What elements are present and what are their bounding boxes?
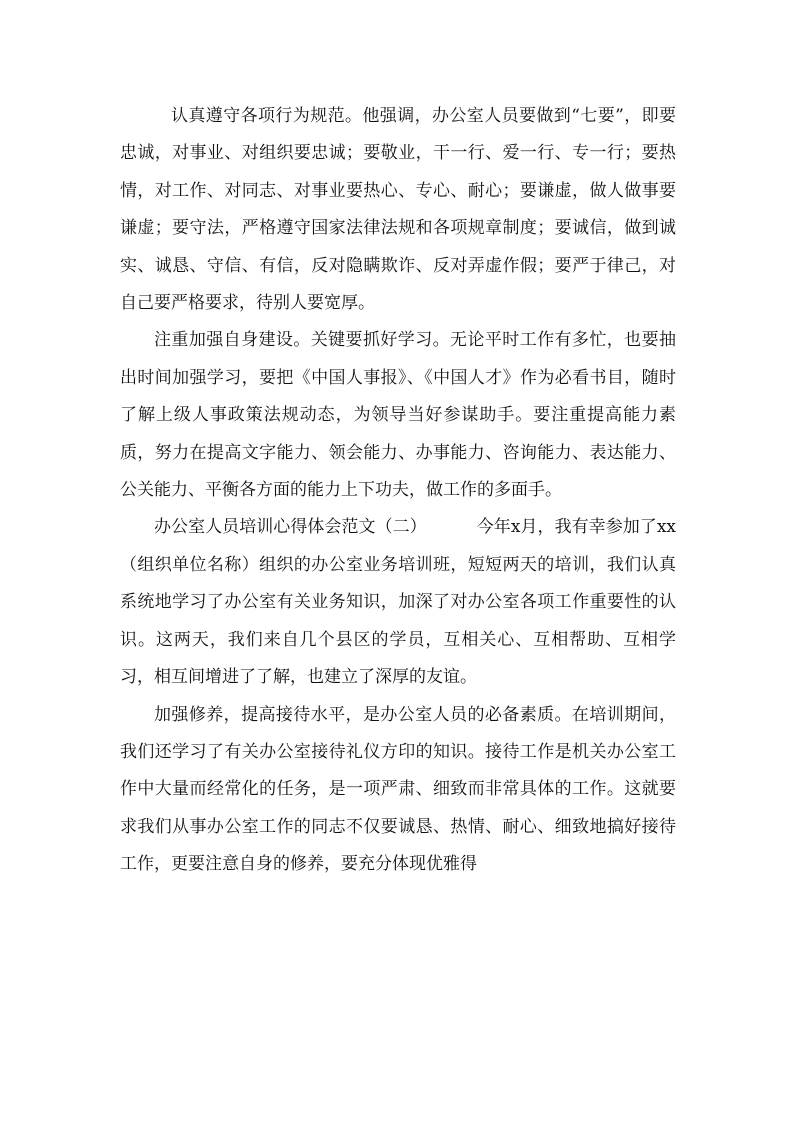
paragraph-conduct: 认真遵守各项行为规范。他强调，办公室人员要做到“七要”，即要忠诚，对事业、对组织要忠诚；要敬业，干一行、爱一行、专一行；要热情，对工作、对同志、对事业要热心、专心、耐心；要谦虚，做人做事要谦虚；要守法，严格遵守国家法律法规和各项规章制度；要诚信，做到诚实、诚恳、守信、有信，反对隐瞒欺诈、反对弄虚作假；要严于律己，对自己要严格要求，待别人要宽厚。 <box>120 106 676 314</box>
section-intro: 今年x月，我有幸参加了xx（组织单位名称）组织的办公室业务培训班，短短两天的培训，我们认真系统地学习了办公室有关业务知识，加深了对办公室各项工作重要性的认识。这两天，我们来自几个县区的学员，互相关心、互相帮助、互相学习，相互间增进了了解，也建立了深厚的友谊。 <box>120 517 677 688</box>
section-heading: 办公室人员培训心得体会范文（二） <box>154 517 427 538</box>
paragraph-reception: 加强修养，提高接待水平，是办公室人员的必备素质。在培训期间，我们还学习了有关办公室接待礼仪方印的知识。接待工作是机关办公室工作中大量而经常化的任务，是一项严肃、细致而非常具体的工作。这就要求我们从事办公室工作的同志不仅要诚恳、热情、耐心、细致地搞好接待工作，更要注意自身的修养，要充分体现优雅得 <box>120 704 676 875</box>
paragraph-self-building: 注重加强自身建设。关键要抓好学习。无论平时工作有多忙，也要抽出时间加强学习，要把《中国人事报》、《中国人才》作为必看书目，随时了解上级人事政策法规动态，为领导当好参谋助手。要注重提高能力素质，努力在提高文字能力、领会能力、办事能力、咨询能力、表达能力、公关能力、平衡各方面的能力上下功夫，做工作的多面手。 <box>120 330 676 501</box>
document-body <box>120 98 676 884</box>
paragraph-section-two <box>120 509 676 696</box>
